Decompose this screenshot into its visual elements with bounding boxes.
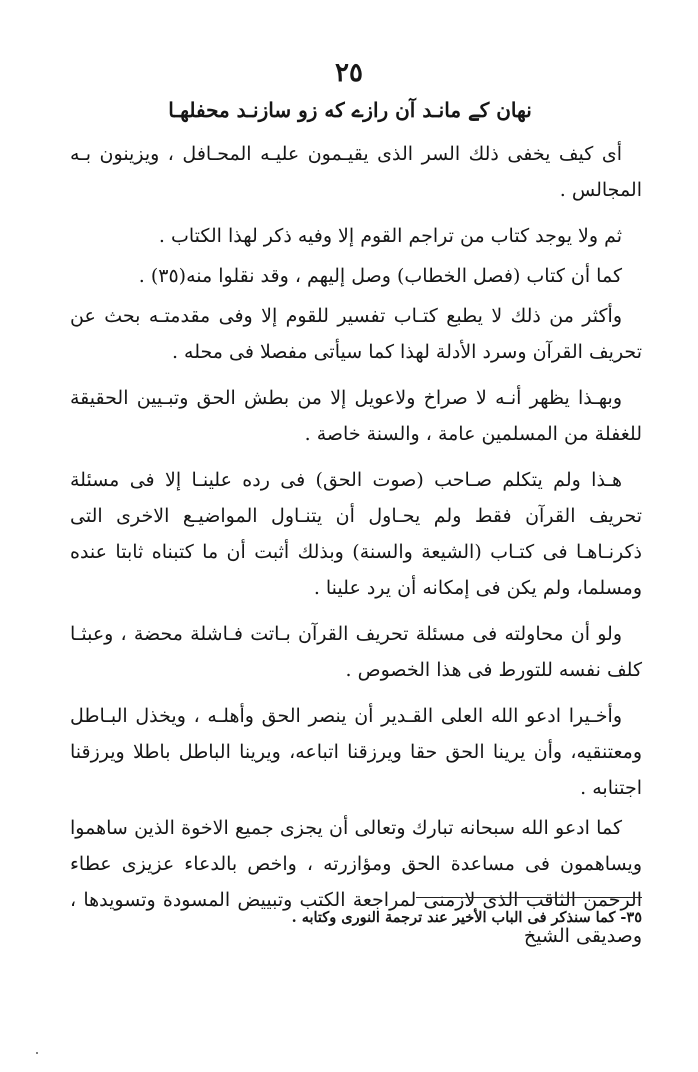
paragraph: وبهـذا يظهر أنـه لا صراخ ولاعويل إلا من بطش الحق وتبـيين الحقيقة للغفلة من المسلمين عامة ، والسنة خاصة . [70,387,642,445]
paragraph: هـذا ولم يتكلم صـاحب (صوت الحق) فى رده علينـا إلا فى مسئلة تحريف القرآن فقط ولم يحـاول أن يتنـاول المواضيـع الاخرى التى ذكرنـاهـا فى كتـاب (الشيعة والسنة) وبذلك أثبت أن ما كتبناه ثابتا عنده ومسلما، ولم يكن فى إمكانه أن يرد علينا . [70,469,642,599]
paragraph: وأكثر من ذلك لا يطبع كتـاب تفسير للقوم إلا وفى مقدمتـه بحث عن تحريف القرآن وسرد الأدلة لهذا كما سيأتى مفصلا فى محله . [70,305,642,363]
scan-speck [36,1052,38,1054]
paragraph: ثم ولا يوجد كتاب من تراجم القوم إلا وفيه ذكر لهذا الكتاب . [158,225,622,247]
paragraph: كما أن كتاب (فصل الخطاب) وصل إليهم ، وقد نقلوا منه(٣٥) . [138,265,622,287]
footnote-divider [416,897,642,898]
paragraph: أى كيف يخفى ذلك السر الذى يقيـمون عليـه المحـافل ، ويزينون بـه المجالس . [70,143,642,201]
page-number: ٢٥ [335,58,363,88]
paragraph: وأخـيرا ادعو الله العلى القـدير أن ينصر الحق وأهلـه ، ويخذل البـاطل ومعتنقيه، وأن يرينا الحق حقا ويرزقنا اتباعه، ويرينا الباطل باطلا ويرزقنا اجتنابه . [70,705,642,799]
persian-verse: نهان کے مانـد آن رازے که زو سازنـد محفلهـا [168,98,532,122]
paragraph: ولو أن محاولته فى مسئلة تحريف القرآن بـاتت فـاشلة محضة ، وعبثـا كلف نفسه للتورط فى هذا الخصوص . [70,623,642,681]
paragraph: كما ادعو الله سبحانه تبارك وتعالى أن يجزى جميع الاخوة الذين ساهموا ويساهمون فى مساعدة الحق ومؤازرته ، واخص بالدعاء عزيزى عطاء الرحمن الثاقب الذى لازمنى لمراجعة الكتب وتبييض المسودة وتسويدها ، وصديقى الشيخ [70,817,642,947]
body-text [70,136,642,954]
footnote: ٣٥- كما سنذكر فى الباب الأخير عند ترجمة النورى وكتابه . [291,909,642,926]
